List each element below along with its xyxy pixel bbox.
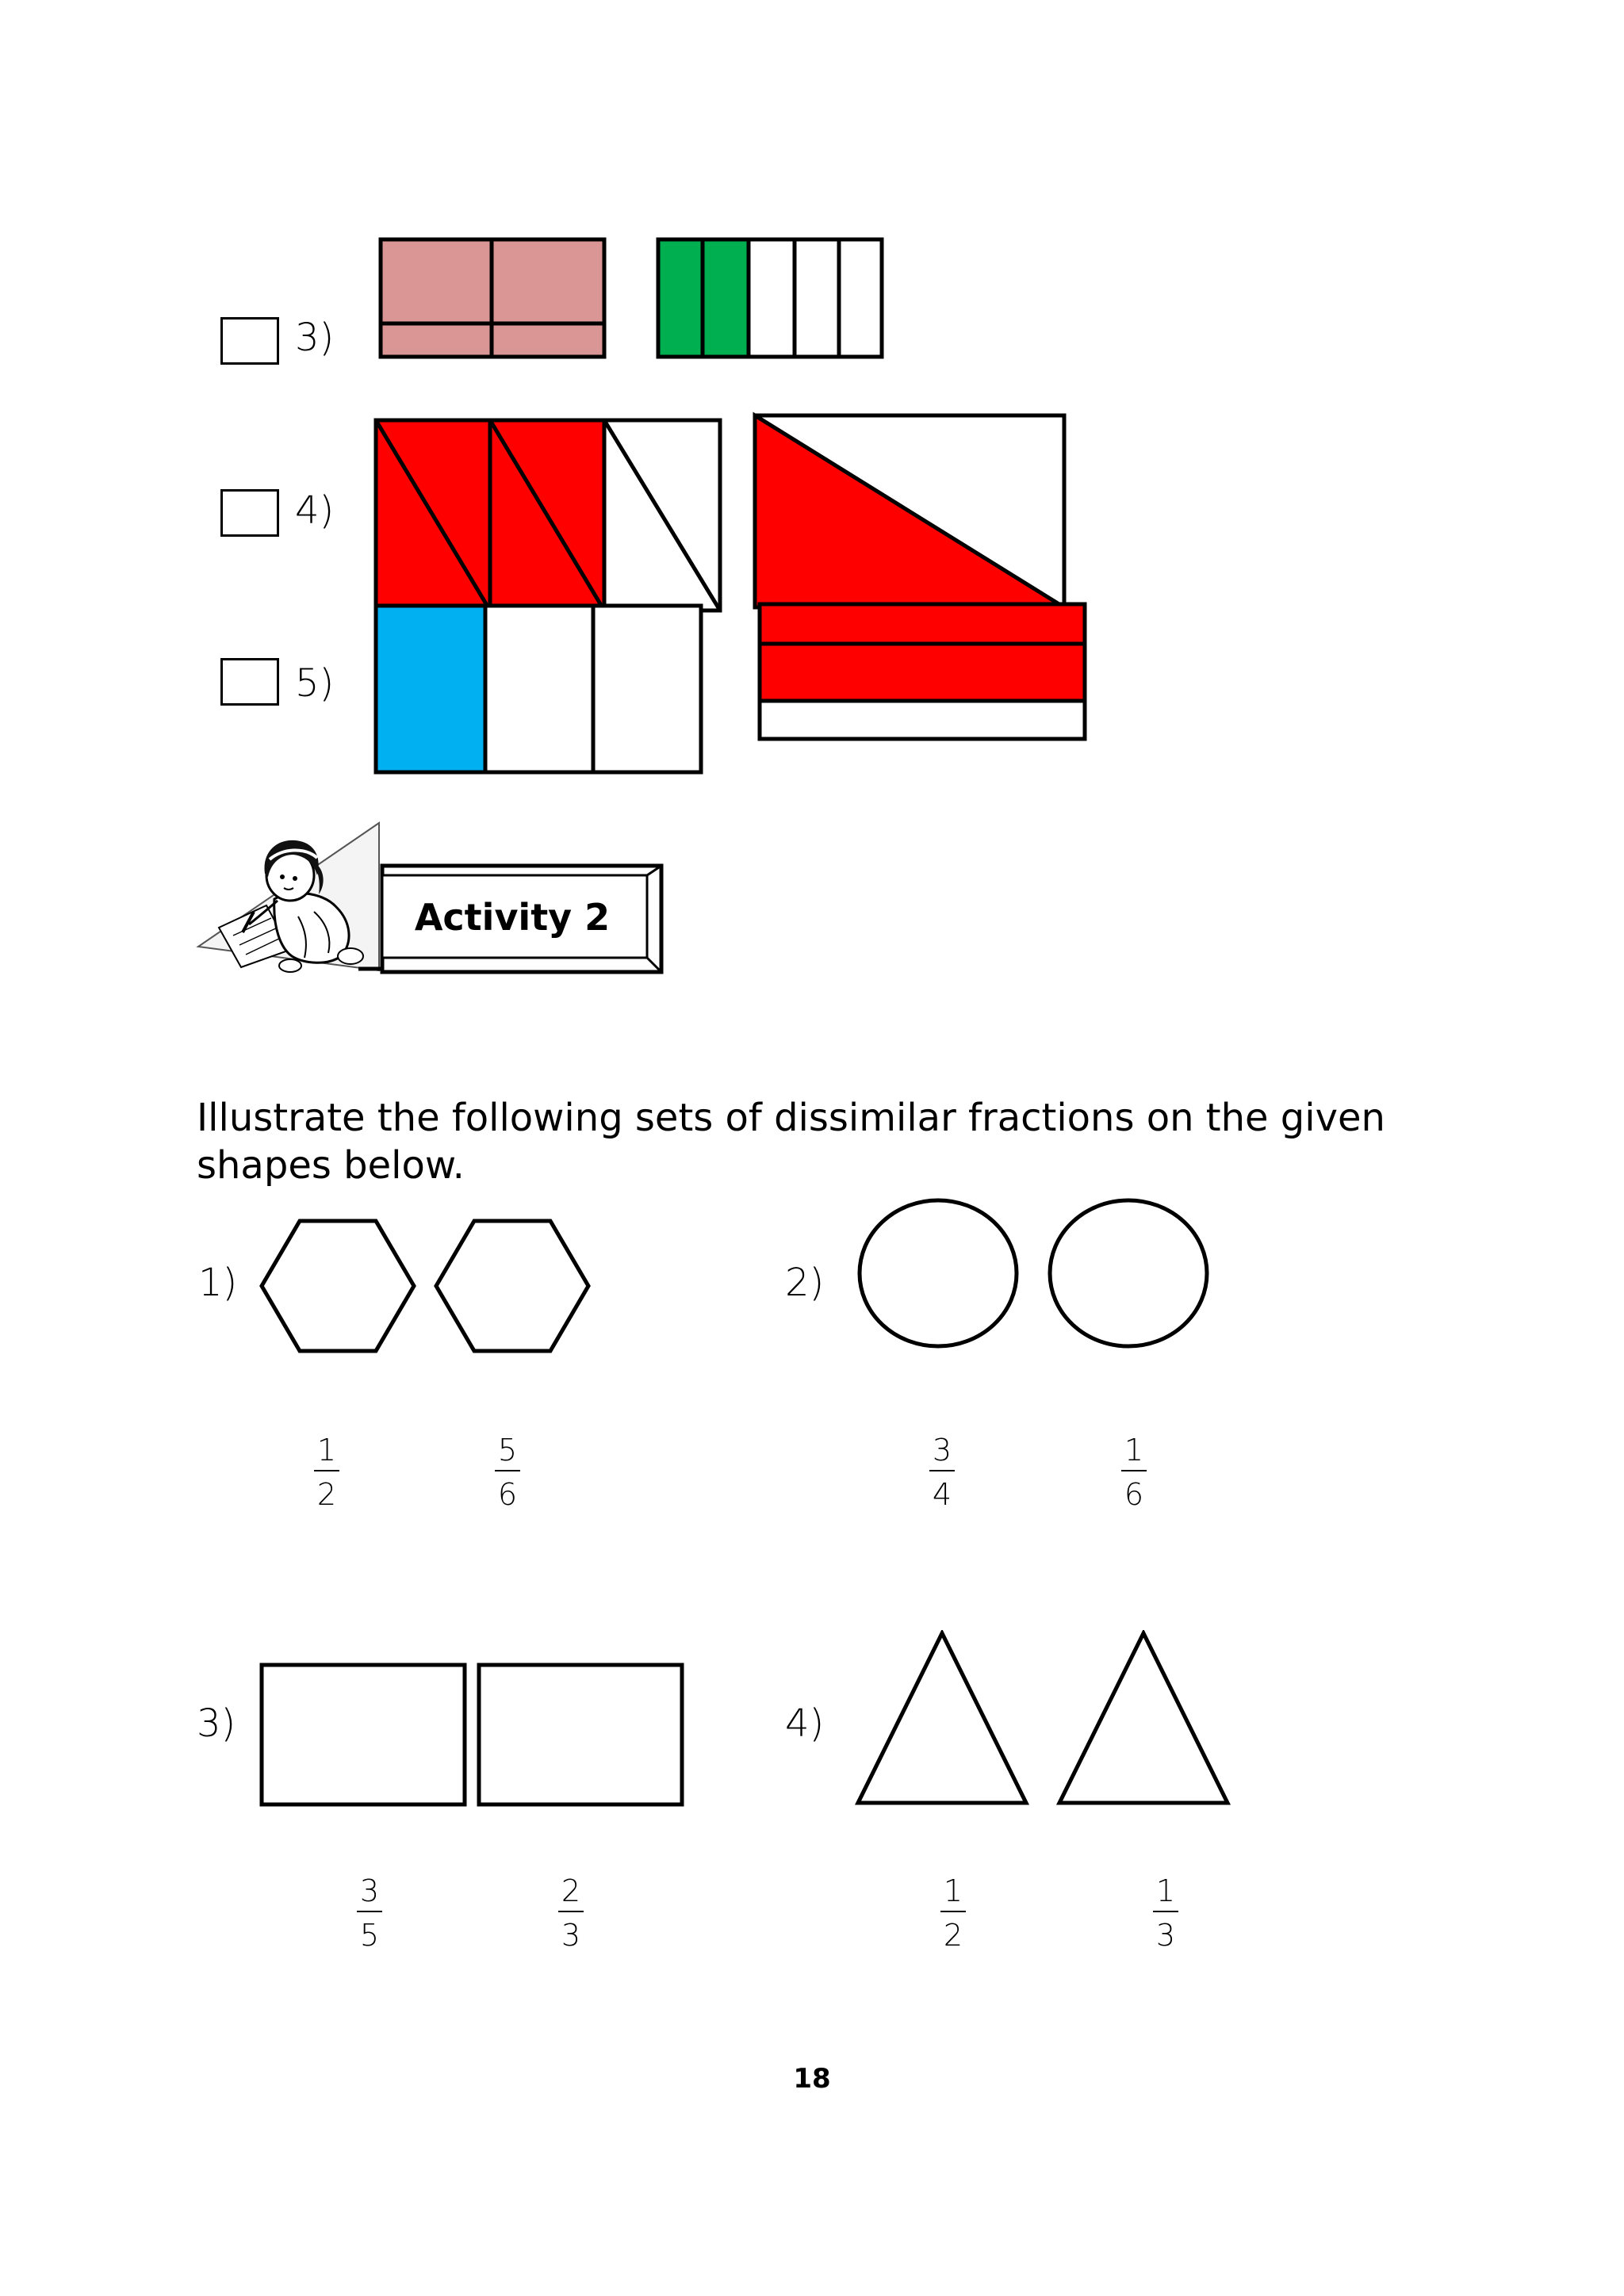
fraction-numerator: 3 [359, 1873, 380, 1908]
rectangle-icon [259, 1662, 468, 1808]
fraction-denominator: 2 [943, 1918, 963, 1953]
fraction-numerator: 3 [932, 1433, 952, 1468]
activity-title: Activity 2 [414, 896, 611, 939]
girl-writing-icon [195, 817, 382, 975]
problem-number-4: 4) [785, 1701, 825, 1746]
fraction-shapes-figure [0, 0, 1624, 793]
fraction-1a [311, 1435, 343, 1510]
problem-number-1: 1) [198, 1261, 238, 1305]
fraction-numerator: 2 [561, 1873, 581, 1908]
hexagon-icon [259, 1218, 417, 1354]
fraction-2a [926, 1435, 958, 1510]
strip-fraction-icon [658, 239, 882, 357]
hexagon-icon [433, 1218, 592, 1354]
diagonal-rectangle-fraction-icon [755, 415, 1064, 607]
item-number-4: 4) [295, 488, 335, 533]
circle-icon [856, 1197, 1020, 1349]
circle-icon [1047, 1197, 1210, 1349]
instructions-text: Illustrate the following sets of dissimilar fractions on the given shapes below. [197, 1096, 1385, 1188]
fraction-numerator: 1 [1124, 1433, 1144, 1468]
fraction-denominator: 5 [359, 1918, 380, 1953]
fraction-denominator: 3 [561, 1918, 581, 1953]
triangle-icon [853, 1630, 1031, 1808]
fraction-denominator: 2 [316, 1477, 337, 1512]
fraction-numerator: 1 [943, 1873, 963, 1908]
rectangle-icon [476, 1662, 685, 1808]
horizontal-strips-fraction-icon [760, 604, 1085, 739]
item-number-3: 3) [295, 316, 335, 360]
rectangle-fraction-icon [381, 239, 604, 357]
triangle-icon [1055, 1630, 1232, 1808]
vertical-thirds-fraction-icon [376, 606, 701, 772]
fraction-numerator: 1 [316, 1433, 337, 1468]
page-number: 18 [793, 2063, 831, 2095]
fraction-denominator: 6 [497, 1477, 518, 1512]
fraction-2b [1118, 1435, 1150, 1510]
fraction-4a [937, 1873, 969, 1953]
fraction-numerator: 1 [1155, 1873, 1176, 1908]
triangle-grid-fraction-icon [376, 420, 720, 610]
fraction-denominator: 4 [932, 1477, 952, 1512]
problem-number-2: 2) [785, 1261, 825, 1305]
fraction-denominator: 6 [1124, 1477, 1144, 1512]
fraction-3a [354, 1873, 385, 1953]
item-number-5: 5) [295, 661, 335, 706]
fraction-4b [1150, 1873, 1182, 1953]
fraction-denominator: 3 [1155, 1918, 1176, 1953]
fraction-1b [492, 1435, 523, 1510]
fraction-3b [555, 1873, 587, 1953]
fraction-numerator: 5 [497, 1433, 518, 1468]
problem-number-3: 3) [197, 1701, 236, 1746]
